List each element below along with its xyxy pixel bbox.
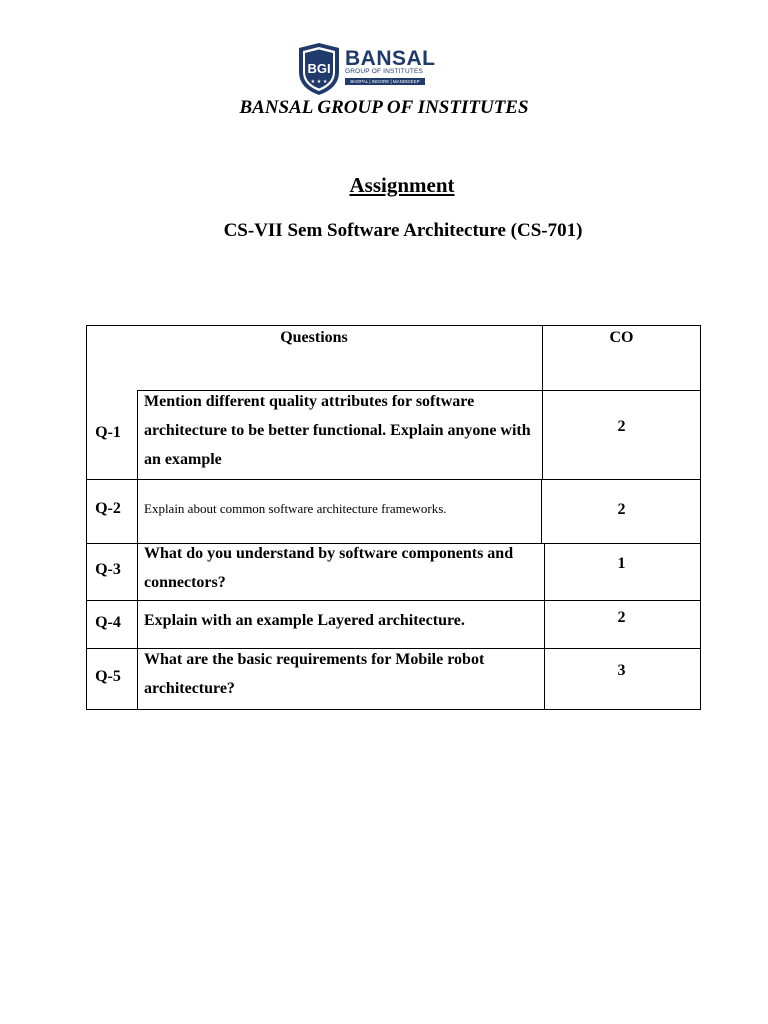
question-text: What are the basic requirements for Mobile robot architecture? — [144, 651, 485, 697]
question-number: Q-2 — [95, 500, 121, 517]
logo-tagline: GROUP OF INSTITUTES — [345, 68, 424, 75]
co-value: 2 — [617, 609, 626, 626]
co-column-header: CO — [609, 329, 634, 346]
logo-locations: BHOPAL | INDORE | MANDIDEEP — [345, 78, 425, 85]
document-subtitle: CS-VII Sem Software Architecture (CS-701) — [223, 220, 583, 241]
question-text: Explain with an example Layered architecture. — [144, 612, 465, 629]
question-number: Q-1 — [95, 424, 121, 441]
co-value: 3 — [617, 662, 626, 679]
questions-column-header: Questions — [280, 329, 348, 346]
table-border — [86, 709, 701, 710]
institute-name: BANSAL GROUP OF INSTITUTES — [239, 97, 529, 118]
question-text: Mention different quality attributes for software architecture to be better functional. Explain anyone with an example — [144, 393, 531, 468]
question-text: Explain about common software architecture frameworks. — [144, 501, 447, 516]
column-divider — [542, 325, 543, 480]
star-icon: ★ ★ ★ — [310, 79, 328, 85]
table-border — [86, 325, 701, 326]
questions-table — [86, 325, 701, 710]
document-title: Assignment — [349, 173, 455, 197]
row-divider — [86, 600, 701, 601]
shield-icon — [296, 42, 342, 96]
column-divider — [137, 390, 138, 710]
row-divider — [86, 479, 701, 480]
co-value: 1 — [617, 555, 626, 572]
institute-logo — [296, 42, 436, 96]
logo-wordmark: BANSAL — [345, 47, 436, 70]
question-text: What do you understand by software components and connectors? — [144, 545, 514, 591]
co-value: 2 — [617, 501, 626, 518]
co-value: 2 — [617, 418, 626, 435]
question-number: Q-3 — [95, 561, 121, 578]
question-number: Q-5 — [95, 668, 121, 685]
question-number: Q-4 — [95, 614, 121, 631]
logo-monogram: BGI — [307, 61, 331, 76]
